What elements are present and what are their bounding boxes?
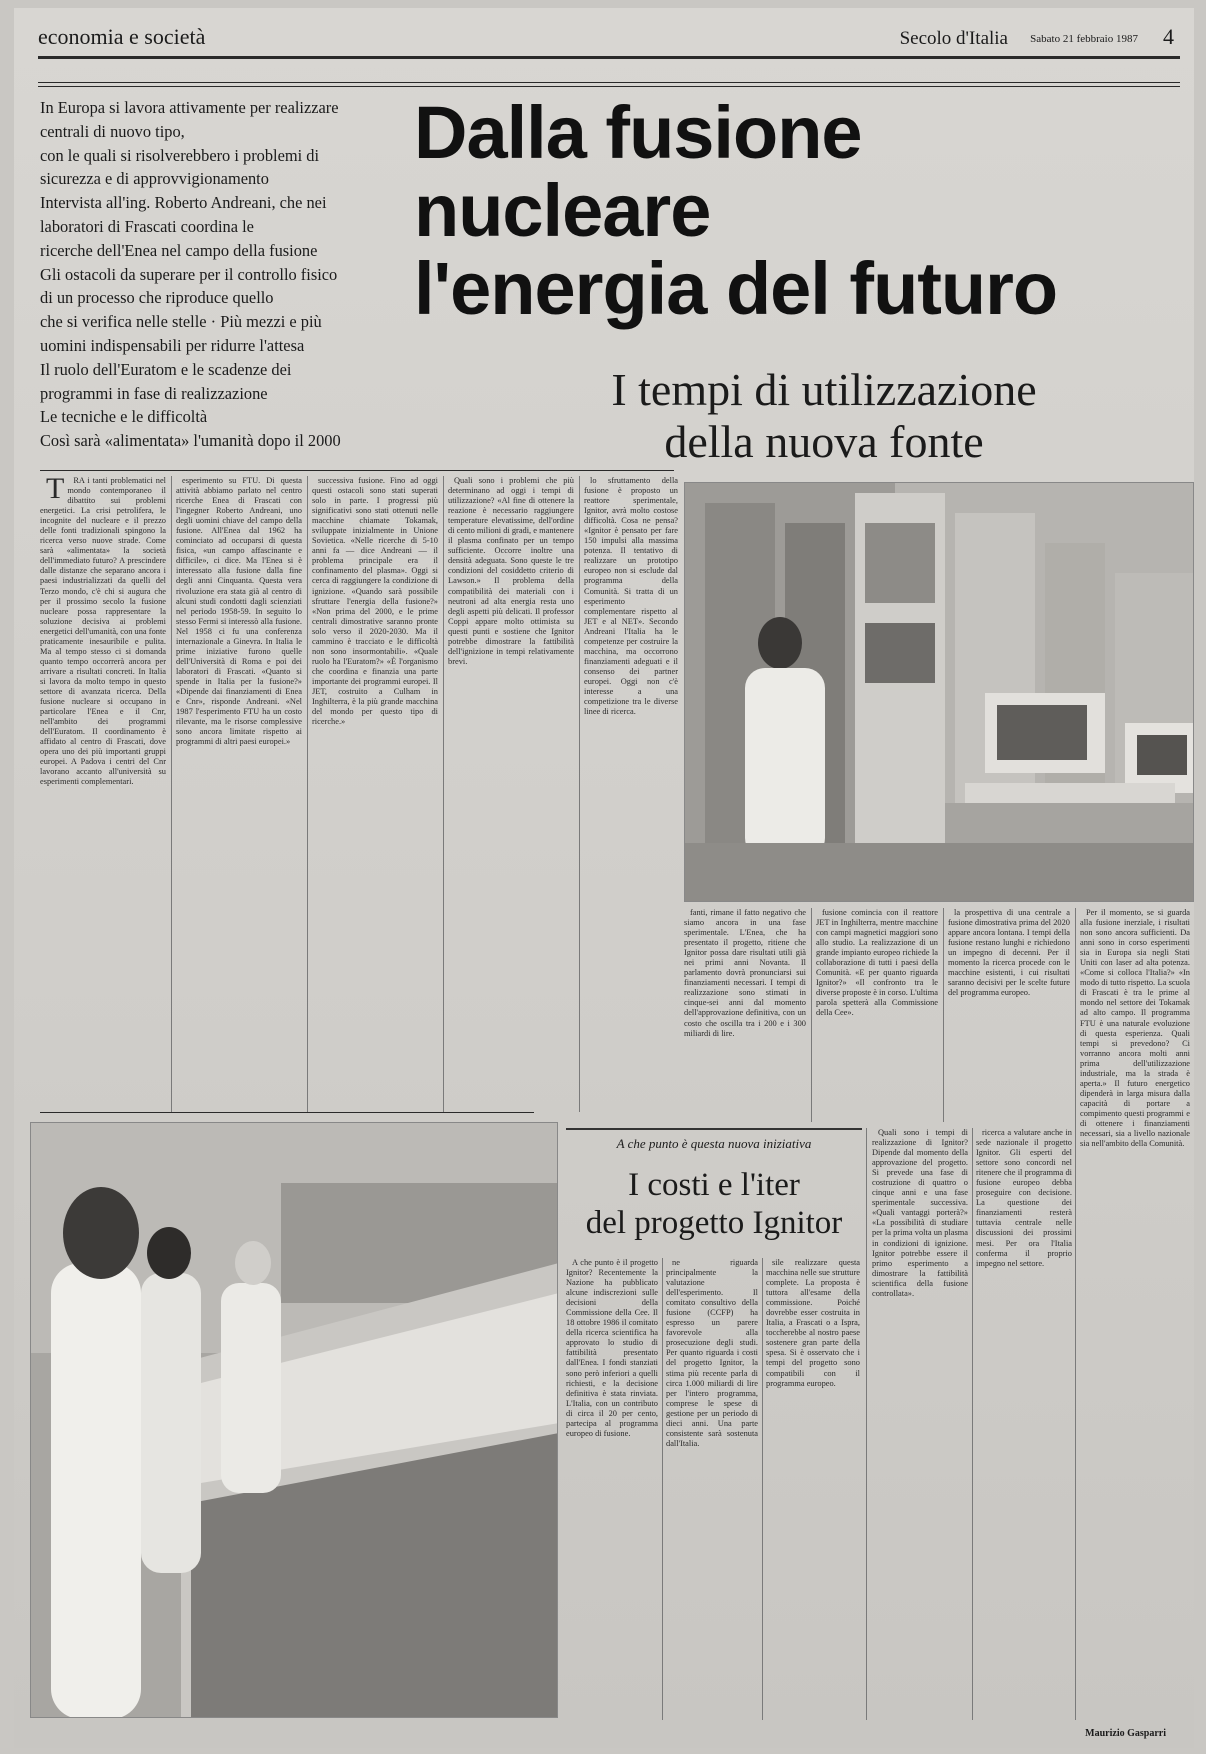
inset-column <box>666 1258 758 1720</box>
article-column <box>684 908 806 1122</box>
column-text: RA i tanti problematici nel mondo contemporaneo il dibattito sui problemi energetici. La crisi petrolifera, le incognite del nucleare e il prezzo delle fonti tradizionali spingono la ricerca verso nuove strade. Come sarà «alimentata» la società dell'immediato futuro? A prescindere dalle distanze che separano ancora i paesi industrializzati da quelli del Terzo mondo, c'è chi si augura che per il prossimo secolo la fusione nucleare possa rappresentare la soluzione decisiva ai problemi energetici dell'umanità, con una fonte praticamente inesauribile e pulita. Ma al tempo stesso ci si domanda quanto tempo occorrerà ancora per arrivare a risultati concreti. In Italia si lavora da molto tempo in questo settore di avanzata ricerca. Della fusione nucleare si occupano in particolare l'Enea e il Cnr, nell'ambito dei programmi dell'Euratom. Il coordinamento è affidato al centro di Frascati, dove opera uno dei più importanti gruppi europei. A Padova i centri del Cnr lavorano accanto all'università su esperimenti complementari. <box>40 476 166 787</box>
article-column <box>176 476 302 1112</box>
inset-kicker: A che punto è questa nuova iniziativa <box>616 1136 812 1151</box>
column-rule <box>811 908 812 1122</box>
newspaper-name: Secolo d'Italia <box>899 28 1008 49</box>
column-rule <box>943 908 944 1122</box>
article-column <box>584 476 678 1112</box>
inset-column <box>766 1258 860 1720</box>
column-text: Quali sono i problemi che più determinano ad oggi i tempi di utilizzazione? «Al fine di ottenere la reazione è necessario raggiungere temperature elevatissime, dell'ordine di cento milioni di gradi, e mantenere il plasma confinato per un tempo sufficiente. Occorre inoltre una densità adeguata. Sono queste le tre condizioni del cosiddetto criterio di Lawson.» Il problema della compatibilità dei materiali con i neutroni ad alta energia resta uno degli aspetti più delicati. Il professor Coppi appare molto ottimista su questi punti e sostiene che Ignitor potrebbe dimostrare la fattibilità dell'ignizione in tempi relativamente brevi. <box>448 476 574 666</box>
summary-line: Le tecniche e le difficoltà <box>40 407 208 427</box>
article-column <box>40 476 166 1112</box>
column-text: la prospettiva di una centrale a fusione dimostrativa prima del 2020 appare ancora lontana. I tempi della fusione restano lunghi e richiedono un impegno di decenni. Per il momento la ricerca procede con le macchine esistenti, i cui risultati saranno decisivi per le scelte future del programma europeo. <box>948 908 1070 998</box>
header-rule <box>38 56 1180 59</box>
column-rule <box>307 476 308 1112</box>
summary-block <box>40 96 410 453</box>
column-text: esperimento su FTU. Di questa attività abbiamo parlato nel centro ricerche Enea di Frascati con l'ingegner Roberto Andreani, uno degli uomini chiave del campo della fusione. All'Enea dal 1962 ha cominciato ad occuparsi di questa fisica, «un campo affascinante e difficile», ci dice. Ma l'Enea si è interessato alla fusione dalla fine degli anni Cinquanta. Questa vera rivoluzione era stata già al centro di alcuni studi condotti dagli scienziati nel periodo 1958-59. In seguito lo stesso Fermi si interessò alla fusione. Nel 1958 ci fu una conferenza internazionale a Ginevra. In Italia le prime iniziative furono quelle dell'Università di Roma e poi dei laboratori di Frascati. «Quanto si spende in Italia per la fusione?» «Dipende dai finanziamenti di Enea e Cnr», risponde Andreani. «Nel 1987 l'esperimento FTU ha un costo rilevante, ma le risorse complessive sono ancora limitate rispetto ai programmi di altri paesi europei.» <box>176 476 302 747</box>
article-column <box>948 908 1070 1122</box>
section-title: economia e società <box>38 24 206 49</box>
inset-title <box>566 1166 862 1242</box>
page-header <box>38 22 1178 56</box>
column-rule <box>972 1128 973 1720</box>
column-rule <box>1075 908 1076 1720</box>
summary-line: Così sarà «alimentata» l'umanità dopo il 2000 <box>40 431 341 451</box>
inset-heading <box>566 1128 862 1250</box>
summary-line: centrali di nuovo tipo, <box>40 121 185 141</box>
headline-line: nucleare <box>414 169 711 252</box>
subheadline <box>574 364 1074 468</box>
drop-cap: T <box>46 476 65 505</box>
headline-line: l'energia del futuro <box>414 247 1058 330</box>
article-column <box>976 1128 1072 1720</box>
column-text: A che punto è il progetto Ignitor? Recentemente la Nazione ha pubblicato alcune indiscrezioni sulle decisioni della Commissione della Cee. Il 18 ottobre 1986 il comitato della ricerca scientifica ha approvato lo studio di fattibilità presentato dall'Enea. I fondi stanziati sono però inferiori a quelli richiesti, e la decisione definitiva è stata rinviata. L'Italia, con un contributo di circa il 20 per cento, partecipa al programma europeo di fusione. <box>566 1258 658 1438</box>
summary-line: Intervista all'ing. Roberto Andreani, che nei <box>40 193 327 213</box>
column-text: sile realizzare questa macchina nelle sue strutture complete. La proposta è tuttora all'esame della commissione. Poiché dovrebbe esser costruita in Italia, a Frascati o a Ispra, toccherebbe al nostro paese sostenere gran parte della spesa. Si è osservato che i tempi del progetto sono compatibili con il programma europeo. <box>766 1258 860 1388</box>
article-column <box>312 476 438 1112</box>
page-number: 4 <box>1163 24 1174 49</box>
summary-line: che si verifica nelle stelle · Più mezzi e più <box>40 312 322 332</box>
subheadline-line: della nuova fonte <box>664 416 984 467</box>
divider <box>40 1112 534 1113</box>
author-byline: Maurizio Gasparri <box>1085 1728 1166 1739</box>
divider <box>38 82 1180 83</box>
column-text: successiva fusione. Fino ad oggi questi ostacoli sono stati superati solo in parte. I progressi più significativi sono stati ottenuti nelle macchine chiamate Tokamak, sviluppate inizialmente in Unione Sovietica. «Nelle ricerche di 5-10 anni fa — dice Andreani — il problema principale era il confinamento del plasma». Oggi si cerca di raggiungere la condizione di ignizione. «Quando sarà possibile sfruttare l'energia della fusione?» «Non prima del 2000, e le prime centrali dimostrative saranno pronte solo verso il 2020-2030. Ma il cammino è tracciato e le difficoltà non sono insormontabili». «Quale ruolo ha l'Euratom?» «È l'organismo che coordina e finanzia una parte importante dei programmi europei. Il JET, costruito a Culham in Inghilterra, è la più grande macchina del mondo per questo tipo di ricerche.» <box>312 476 438 727</box>
column-rule <box>443 476 444 1112</box>
divider <box>40 470 674 471</box>
column-text: Quali sono i tempi di realizzazione di Ignitor? Dipende dal momento della approvazione del progetto. Si prevede una fase di costruzione di quattro o cinque anni e una fase sperimentale successiva. «Quali vantaggi porterà?» «La possibilità di studiare per la prima volta un plasma in condizioni di ignizione. Ignitor potrebbe essere il primo esperimento a dimostrare la fattibilità scientifica della fusione controllata». <box>872 1128 968 1298</box>
headline <box>414 91 1194 330</box>
summary-line: programmi in fase di realizzazione <box>40 383 268 403</box>
column-rule <box>866 1128 867 1720</box>
summary-line: Gli ostacoli da superare per il controllo fisico <box>40 264 338 284</box>
summary-line: sicurezza e di approvvigionamento <box>40 169 269 189</box>
control-room-photo <box>30 1122 558 1718</box>
divider <box>38 86 1180 87</box>
column-text: fusione comincia con il reattore JET in Inghilterra, mentre macchine con campi magnetici maggiori sono allo studio. La realizzazione di un grande impianto europeo richiede la collaborazione di tutti i paesi della Comunità. «E per quanto riguarda Ignitor?» «Il confronto tra le diverse proposte è in corso. L'ultima parola spetterà alla Commissione della Cee». <box>816 908 938 1018</box>
column-rule <box>171 476 172 1112</box>
column-rule <box>662 1258 663 1720</box>
article-column <box>448 476 574 1112</box>
summary-line: laboratori di Frascati coordina le <box>40 216 254 236</box>
column-text: Per il momento, se si guarda alla fusione inerziale, i risultati non sono ancora sufficienti. Da anni sono in corso esperimenti sia in Europa sia negli Stati Uniti con laser ad alta potenza. «Come si colloca l'Italia?» «In modo di tutto rispetto. La scuola di Frascati è tra le prime al mondo nel settore dei Tokamak ad alto campo. Il programma FTU è una naturale evoluzione di questa esperienza. Quali tempi si prevedono? Ci vorranno ancora molti anni prima dell'utilizzazione industriale, ma la strada è aperta.» Il futuro energetico dipenderà in larga misura dalla capacità di portare a compimento questi programmi e di ottenere i finanziamenti necessari, sia a livello nazionale sia nell'ambito della Comunità. <box>1080 908 1190 1149</box>
control-room-illustration <box>31 1123 558 1718</box>
column-text: fanti, rimane il fatto negativo che siamo ancora in una fase sperimentale. L'Enea, che ha presentato il progetto, ritiene che Ignitor possa dare risultati utili già nei primi anni Novanta. Il parlamento dovrà pronunciarsi sui finanziamenti necessari. I tempi di realizzazione sono stimati in cinque-sei anni dal momento dell'approvazione definitiva, con un costo che oscilla tra i 200 e i 300 miliardi di lire. <box>684 908 806 1038</box>
summary-line: con le quali si risolverebbero i problemi di <box>40 145 320 165</box>
column-text: lo sfruttamento della fusione è proposto un reattore sperimentale, Ignitor, avrà molto costose difficoltà. Cosa ne pensa? «Ignitor è pensato per fare 150 impulsi alla massima potenza. Il tentativo di realizzare un prototipo europeo non si esclude dal programma della Comunità. Si tratta di un esperimento complementare rispetto al JET e al NET». Secondo Andreani l'Italia ha le competenze per costruire la macchina, ma occorrono finanziamenti adeguati e il consenso dei partner europei. Oggi non c'è interesse a una competizione tra le diverse linee di ricerca. <box>584 476 678 717</box>
laboratory-illustration <box>685 483 1194 902</box>
column-rule <box>762 1258 763 1720</box>
inset-title-line: I costi e l'iter <box>628 1167 800 1203</box>
column-rule <box>579 476 580 1112</box>
summary-line: di un processo che riproduce quello <box>40 288 274 308</box>
summary-line: Il ruolo dell'Euratom e le scadenze dei <box>40 359 292 379</box>
inset-title-line: del progetto Ignitor <box>585 1205 843 1241</box>
summary-line: ricerche dell'Enea nel campo della fusione <box>40 240 318 260</box>
article-column <box>816 908 938 1122</box>
subheadline-line: I tempi di utilizzazione <box>611 364 1037 415</box>
article-column <box>1080 908 1190 1720</box>
summary-line: In Europa si lavora attivamente per realizzare <box>40 98 339 117</box>
laboratory-photo <box>684 482 1194 902</box>
inset-column <box>566 1258 658 1720</box>
summary-line: uomini indispensabili per ridurre l'attesa <box>40 335 305 355</box>
newspaper-page <box>14 8 1194 1748</box>
article-column <box>872 1128 968 1720</box>
column-text: ricerca a valutare anche in sede nazionale il progetto Ignitor. Gli esperti del settore sono concordi nel ritenere che il programma di fusione europeo debba proseguire con decisione. La questione dei finanziamenti resterà tuttavia centrale nelle discussioni dei prossimi mesi. Per ora l'Italia conferma il proprio impegno nel settore. <box>976 1128 1072 1268</box>
headline-line: Dalla fusione <box>414 91 862 174</box>
issue-date: Sabato 21 febbraio 1987 <box>1030 33 1138 45</box>
column-text: ne riguarda principalmente la valutazione dell'esperimento. Il comitato consultivo della fusione (CCFP) ha espresso un parere favorevole alla prosecuzione degli studi. Per quanto riguarda i costi del progetto Ignitor, la stima più recente parla di circa 1.000 miliardi di lire per l'intero programma, comprese le spese di gestione per un periodo di dieci anni. Una parte consistente sarà sostenuta dall'Italia. <box>666 1258 758 1448</box>
